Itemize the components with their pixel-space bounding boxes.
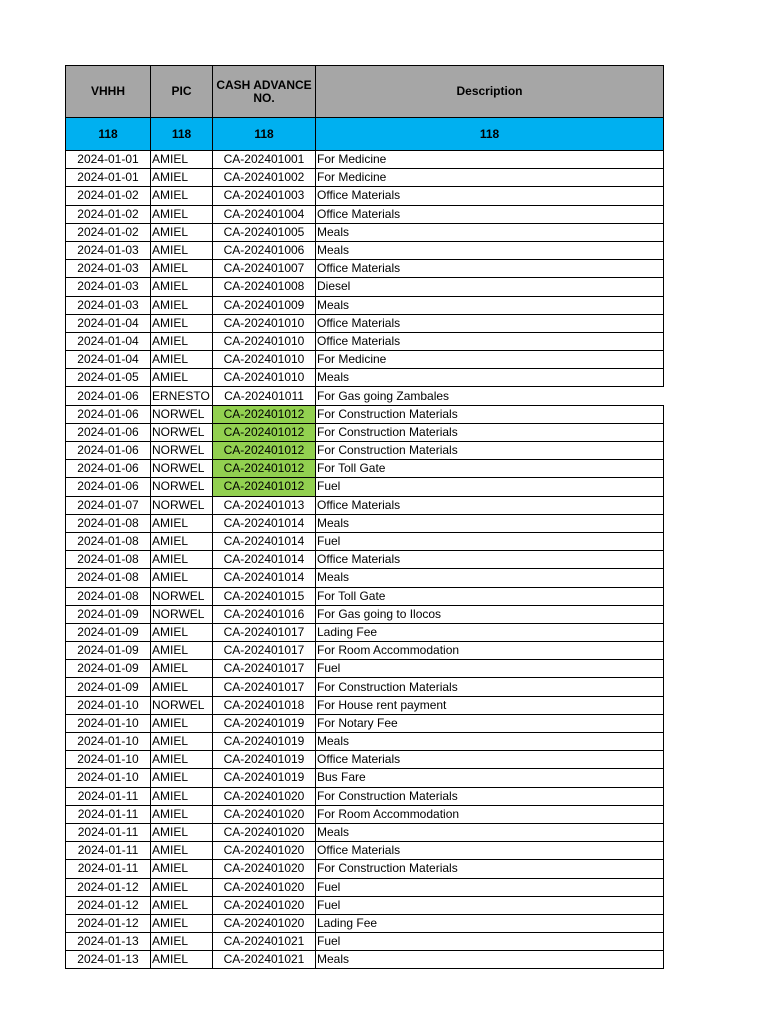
description-cell[interactable]: Fuel xyxy=(316,896,664,914)
date-cell[interactable]: 2024-01-01 xyxy=(66,151,151,169)
pic-cell[interactable]: AMIEL xyxy=(151,787,213,805)
cash-advance-no-cell[interactable]: CA-202401007 xyxy=(213,260,316,278)
description-cell[interactable]: For Room Accommodation xyxy=(316,805,664,823)
cash-advance-no-cell[interactable]: CA-202401019 xyxy=(213,714,316,732)
pic-cell[interactable]: NORWEL xyxy=(151,605,213,623)
date-cell[interactable]: 2024-01-09 xyxy=(66,642,151,660)
description-cell[interactable]: Office Materials xyxy=(316,842,664,860)
description-cell[interactable]: Office Materials xyxy=(316,187,664,205)
pic-cell[interactable]: AMIEL xyxy=(151,933,213,951)
pic-cell[interactable]: AMIEL xyxy=(151,169,213,187)
date-cell[interactable]: 2024-01-12 xyxy=(66,914,151,932)
description-cell[interactable]: Bus Fare xyxy=(316,769,664,787)
cash-advance-no-cell[interactable]: CA-202401014 xyxy=(213,569,316,587)
table-row xyxy=(66,769,664,787)
date-cell[interactable]: 2024-01-09 xyxy=(66,660,151,678)
cash-advance-no-cell[interactable]: CA-202401001 xyxy=(213,151,316,169)
description-cell[interactable]: Meals xyxy=(316,223,664,241)
table-row xyxy=(66,405,664,423)
cash-advance-no-cell[interactable]: CA-202401017 xyxy=(213,678,316,696)
header-row xyxy=(66,66,664,118)
pic-cell[interactable]: NORWEL xyxy=(151,442,213,460)
description-cell[interactable]: Meals xyxy=(316,569,664,587)
table-row xyxy=(66,933,664,951)
description-cell[interactable]: Office Materials xyxy=(316,496,664,514)
header-description[interactable]: Description xyxy=(316,66,664,118)
table-row xyxy=(66,278,664,296)
cash-advance-no-cell[interactable]: CA-202401021 xyxy=(213,951,316,969)
table-row xyxy=(66,733,664,751)
cash-advance-no-cell[interactable]: CA-202401012 xyxy=(213,423,316,441)
description-cell[interactable]: Meals xyxy=(316,369,664,387)
cash-advance-no-cell[interactable]: CA-202401011 xyxy=(213,387,316,405)
date-cell[interactable]: 2024-01-13 xyxy=(66,951,151,969)
description-cell[interactable]: Fuel xyxy=(316,933,664,951)
table-row xyxy=(66,260,664,278)
cash-advance-no-cell[interactable]: CA-202401006 xyxy=(213,241,316,259)
table-row xyxy=(66,642,664,660)
pic-cell[interactable]: AMIEL xyxy=(151,805,213,823)
pic-cell[interactable]: AMIEL xyxy=(151,878,213,896)
description-cell[interactable]: For Medicine xyxy=(316,151,664,169)
table-row xyxy=(66,751,664,769)
date-cell[interactable]: 2024-01-11 xyxy=(66,805,151,823)
cash-advance-no-cell[interactable]: CA-202401020 xyxy=(213,896,316,914)
date-cell[interactable]: 2024-01-06 xyxy=(66,478,151,496)
pic-cell[interactable]: AMIEL xyxy=(151,296,213,314)
table-row xyxy=(66,914,664,932)
date-cell[interactable]: 2024-01-04 xyxy=(66,351,151,369)
date-cell[interactable]: 2024-01-10 xyxy=(66,751,151,769)
cash-advance-no-cell[interactable]: CA-202401019 xyxy=(213,733,316,751)
description-cell[interactable]: For Gas going to Ilocos xyxy=(316,605,664,623)
description-cell[interactable]: Fuel xyxy=(316,660,664,678)
description-cell[interactable]: Meals xyxy=(316,514,664,532)
cash-advance-no-cell[interactable]: CA-202401016 xyxy=(213,605,316,623)
description-cell[interactable]: Office Materials xyxy=(316,314,664,332)
table-row xyxy=(66,896,664,914)
table-row xyxy=(66,423,664,441)
table-row xyxy=(66,205,664,223)
table-row xyxy=(66,296,664,314)
date-cell[interactable]: 2024-01-08 xyxy=(66,551,151,569)
description-cell[interactable]: For Construction Materials xyxy=(316,787,664,805)
cash-advance-no-cell[interactable]: CA-202401003 xyxy=(213,187,316,205)
date-cell[interactable]: 2024-01-13 xyxy=(66,933,151,951)
cash-advance-no-cell[interactable]: CA-202401020 xyxy=(213,878,316,896)
description-cell[interactable]: For Construction Materials xyxy=(316,405,664,423)
date-cell[interactable]: 2024-01-11 xyxy=(66,823,151,841)
date-cell[interactable]: 2024-01-08 xyxy=(66,532,151,550)
table-row xyxy=(66,623,664,641)
pic-cell[interactable]: AMIEL xyxy=(151,678,213,696)
date-cell[interactable]: 2024-01-10 xyxy=(66,714,151,732)
cash-advance-no-cell[interactable]: CA-202401014 xyxy=(213,551,316,569)
pic-cell[interactable]: AMIEL xyxy=(151,223,213,241)
cash-advance-no-cell[interactable]: CA-202401020 xyxy=(213,805,316,823)
pic-cell[interactable]: AMIEL xyxy=(151,714,213,732)
pic-cell[interactable]: AMIEL xyxy=(151,642,213,660)
table-row xyxy=(66,460,664,478)
table-row xyxy=(66,369,664,387)
pic-cell[interactable]: AMIEL xyxy=(151,660,213,678)
cash-advance-no-cell[interactable]: CA-202401002 xyxy=(213,169,316,187)
table-row xyxy=(66,805,664,823)
cash-advance-no-cell[interactable]: CA-202401012 xyxy=(213,460,316,478)
date-cell[interactable]: 2024-01-10 xyxy=(66,769,151,787)
description-cell[interactable]: Fuel xyxy=(316,878,664,896)
description-cell[interactable]: For Construction Materials xyxy=(316,678,664,696)
pic-cell[interactable]: NORWEL xyxy=(151,496,213,514)
description-cell[interactable]: Office Materials xyxy=(316,332,664,350)
header-pic[interactable]: PIC xyxy=(151,66,213,118)
pic-cell[interactable]: AMIEL xyxy=(151,860,213,878)
header-vhhh[interactable]: VHHH xyxy=(66,66,151,118)
cash-advance-table xyxy=(65,65,664,969)
date-cell[interactable]: 2024-01-01 xyxy=(66,169,151,187)
pic-cell[interactable]: AMIEL xyxy=(151,151,213,169)
cash-advance-no-cell[interactable]: CA-202401013 xyxy=(213,496,316,514)
pic-cell[interactable]: AMIEL xyxy=(151,351,213,369)
count-vhhh[interactable]: 118 xyxy=(66,118,151,151)
description-cell[interactable]: For Construction Materials xyxy=(316,423,664,441)
date-cell[interactable]: 2024-01-06 xyxy=(66,405,151,423)
date-cell[interactable]: 2024-01-03 xyxy=(66,278,151,296)
cash-advance-no-cell[interactable]: CA-202401019 xyxy=(213,769,316,787)
date-cell[interactable]: 2024-01-08 xyxy=(66,514,151,532)
cash-advance-no-cell[interactable]: CA-202401020 xyxy=(213,914,316,932)
date-cell[interactable]: 2024-01-08 xyxy=(66,569,151,587)
description-cell[interactable]: For Construction Materials xyxy=(316,860,664,878)
table-row xyxy=(66,169,664,187)
pic-cell[interactable]: AMIEL xyxy=(151,823,213,841)
cash-advance-no-cell[interactable]: CA-202401020 xyxy=(213,842,316,860)
description-cell[interactable]: For Gas going Zambales xyxy=(316,387,664,405)
pic-cell[interactable]: AMIEL xyxy=(151,514,213,532)
cash-advance-no-cell[interactable]: CA-202401012 xyxy=(213,478,316,496)
pic-cell[interactable]: AMIEL xyxy=(151,260,213,278)
table-row xyxy=(66,787,664,805)
description-cell[interactable]: Fuel xyxy=(316,532,664,550)
table-row xyxy=(66,187,664,205)
date-cell[interactable]: 2024-01-03 xyxy=(66,296,151,314)
count-pic[interactable]: 118 xyxy=(151,118,213,151)
table-row xyxy=(66,569,664,587)
table-row xyxy=(66,241,664,259)
table-row xyxy=(66,714,664,732)
cash-advance-no-cell[interactable]: CA-202401014 xyxy=(213,514,316,532)
cash-advance-no-cell[interactable]: CA-202401010 xyxy=(213,351,316,369)
date-cell[interactable]: 2024-01-08 xyxy=(66,587,151,605)
table-row xyxy=(66,151,664,169)
date-cell[interactable]: 2024-01-07 xyxy=(66,496,151,514)
cash-advance-no-cell[interactable]: CA-202401010 xyxy=(213,369,316,387)
pic-cell[interactable]: ERNESTO xyxy=(151,387,213,405)
date-cell[interactable]: 2024-01-09 xyxy=(66,605,151,623)
date-cell[interactable]: 2024-01-02 xyxy=(66,205,151,223)
date-cell[interactable]: 2024-01-06 xyxy=(66,460,151,478)
pic-cell[interactable]: AMIEL xyxy=(151,332,213,350)
pic-cell[interactable]: AMIEL xyxy=(151,769,213,787)
cash-advance-no-cell[interactable]: CA-202401008 xyxy=(213,278,316,296)
date-cell[interactable]: 2024-01-02 xyxy=(66,223,151,241)
description-cell[interactable]: Office Materials xyxy=(316,260,664,278)
description-cell[interactable]: Meals xyxy=(316,241,664,259)
description-cell[interactable]: For Toll Gate xyxy=(316,460,664,478)
cash-advance-no-cell[interactable]: CA-202401017 xyxy=(213,623,316,641)
table-row xyxy=(66,860,664,878)
pic-cell[interactable]: AMIEL xyxy=(151,951,213,969)
pic-cell[interactable]: AMIEL xyxy=(151,569,213,587)
cash-advance-no-cell[interactable]: CA-202401009 xyxy=(213,296,316,314)
pic-cell[interactable]: AMIEL xyxy=(151,369,213,387)
table-body xyxy=(66,151,664,969)
count-description[interactable]: 118 xyxy=(316,118,664,151)
cash-advance-no-cell[interactable]: CA-202401010 xyxy=(213,314,316,332)
pic-cell[interactable]: AMIEL xyxy=(151,896,213,914)
table-row xyxy=(66,387,664,405)
date-cell[interactable]: 2024-01-11 xyxy=(66,787,151,805)
cash-advance-no-cell[interactable]: CA-202401020 xyxy=(213,787,316,805)
date-cell[interactable]: 2024-01-11 xyxy=(66,860,151,878)
pic-cell[interactable]: AMIEL xyxy=(151,278,213,296)
date-cell[interactable]: 2024-01-03 xyxy=(66,260,151,278)
cash-advance-no-cell[interactable]: CA-202401019 xyxy=(213,751,316,769)
description-cell[interactable]: For House rent payment xyxy=(316,696,664,714)
table-row xyxy=(66,678,664,696)
cash-advance-no-cell[interactable]: CA-202401014 xyxy=(213,532,316,550)
table-row xyxy=(66,823,664,841)
description-cell[interactable]: Meals xyxy=(316,733,664,751)
date-cell[interactable]: 2024-01-09 xyxy=(66,678,151,696)
table-row xyxy=(66,442,664,460)
description-cell[interactable]: Office Materials xyxy=(316,751,664,769)
cash-advance-no-cell[interactable]: CA-202401012 xyxy=(213,442,316,460)
cash-advance-no-cell[interactable]: CA-202401017 xyxy=(213,642,316,660)
description-cell[interactable]: For Toll Gate xyxy=(316,587,664,605)
description-cell[interactable]: For Room Accommodation xyxy=(316,642,664,660)
count-row xyxy=(66,118,664,151)
header-cash-advance-no[interactable]: CASH ADVANCE NO. xyxy=(213,66,316,118)
cash-advance-no-cell[interactable]: CA-202401004 xyxy=(213,205,316,223)
date-cell[interactable]: 2024-01-10 xyxy=(66,696,151,714)
table-row xyxy=(66,332,664,350)
description-cell[interactable]: Diesel xyxy=(316,278,664,296)
date-cell[interactable]: 2024-01-10 xyxy=(66,733,151,751)
cash-advance-no-cell[interactable]: CA-202401005 xyxy=(213,223,316,241)
date-cell[interactable]: 2024-01-12 xyxy=(66,878,151,896)
table-row xyxy=(66,696,664,714)
pic-cell[interactable]: AMIEL xyxy=(151,187,213,205)
table-row xyxy=(66,587,664,605)
pic-cell[interactable]: NORWEL xyxy=(151,423,213,441)
cash-advance-no-cell[interactable]: CA-202401012 xyxy=(213,405,316,423)
date-cell[interactable]: 2024-01-02 xyxy=(66,187,151,205)
pic-cell[interactable]: AMIEL xyxy=(151,733,213,751)
cash-advance-no-cell[interactable]: CA-202401020 xyxy=(213,823,316,841)
date-cell[interactable]: 2024-01-11 xyxy=(66,842,151,860)
description-cell[interactable]: Office Materials xyxy=(316,205,664,223)
table-row xyxy=(66,551,664,569)
pic-cell[interactable]: NORWEL xyxy=(151,587,213,605)
description-cell[interactable]: Meals xyxy=(316,296,664,314)
table-row xyxy=(66,514,664,532)
table-row xyxy=(66,223,664,241)
cash-advance-no-cell[interactable]: CA-202401018 xyxy=(213,696,316,714)
date-cell[interactable]: 2024-01-06 xyxy=(66,423,151,441)
date-cell[interactable]: 2024-01-04 xyxy=(66,314,151,332)
date-cell[interactable]: 2024-01-06 xyxy=(66,442,151,460)
description-cell[interactable]: Lading Fee xyxy=(316,914,664,932)
description-cell[interactable]: Office Materials xyxy=(316,551,664,569)
cash-advance-no-cell[interactable]: CA-202401020 xyxy=(213,860,316,878)
cash-advance-no-cell[interactable]: CA-202401017 xyxy=(213,660,316,678)
pic-cell[interactable]: AMIEL xyxy=(151,842,213,860)
cash-advance-no-cell[interactable]: CA-202401021 xyxy=(213,933,316,951)
pic-cell[interactable]: AMIEL xyxy=(151,241,213,259)
pic-cell[interactable]: AMIEL xyxy=(151,914,213,932)
date-cell[interactable]: 2024-01-03 xyxy=(66,241,151,259)
table-row xyxy=(66,351,664,369)
description-cell[interactable]: Meals xyxy=(316,951,664,969)
table-row xyxy=(66,314,664,332)
table-row xyxy=(66,496,664,514)
table-row xyxy=(66,478,664,496)
cash-advance-no-cell[interactable]: CA-202401010 xyxy=(213,332,316,350)
pic-cell[interactable]: AMIEL xyxy=(151,532,213,550)
table-row xyxy=(66,878,664,896)
date-cell[interactable]: 2024-01-04 xyxy=(66,332,151,350)
pic-cell[interactable]: NORWEL xyxy=(151,405,213,423)
description-cell[interactable]: Fuel xyxy=(316,478,664,496)
pic-cell[interactable]: NORWEL xyxy=(151,460,213,478)
pic-cell[interactable]: NORWEL xyxy=(151,696,213,714)
description-cell[interactable]: For Construction Materials xyxy=(316,442,664,460)
date-cell[interactable]: 2024-01-05 xyxy=(66,369,151,387)
pic-cell[interactable]: AMIEL xyxy=(151,623,213,641)
description-cell[interactable]: Meals xyxy=(316,823,664,841)
pic-cell[interactable]: AMIEL xyxy=(151,551,213,569)
table-row xyxy=(66,951,664,969)
count-cash-advance-no[interactable]: 118 xyxy=(213,118,316,151)
pic-cell[interactable]: NORWEL xyxy=(151,478,213,496)
pic-cell[interactable]: AMIEL xyxy=(151,205,213,223)
table-row xyxy=(66,532,664,550)
table-row xyxy=(66,660,664,678)
pic-cell[interactable]: AMIEL xyxy=(151,751,213,769)
pic-cell[interactable]: AMIEL xyxy=(151,314,213,332)
date-cell[interactable]: 2024-01-12 xyxy=(66,896,151,914)
cash-advance-no-cell[interactable]: CA-202401015 xyxy=(213,587,316,605)
description-cell[interactable]: For Notary Fee xyxy=(316,714,664,732)
table-row xyxy=(66,842,664,860)
date-cell[interactable]: 2024-01-06 xyxy=(66,387,151,405)
description-cell[interactable]: For Medicine xyxy=(316,351,664,369)
table-row xyxy=(66,605,664,623)
description-cell[interactable]: Lading Fee xyxy=(316,623,664,641)
date-cell[interactable]: 2024-01-09 xyxy=(66,623,151,641)
description-cell[interactable]: For Medicine xyxy=(316,169,664,187)
